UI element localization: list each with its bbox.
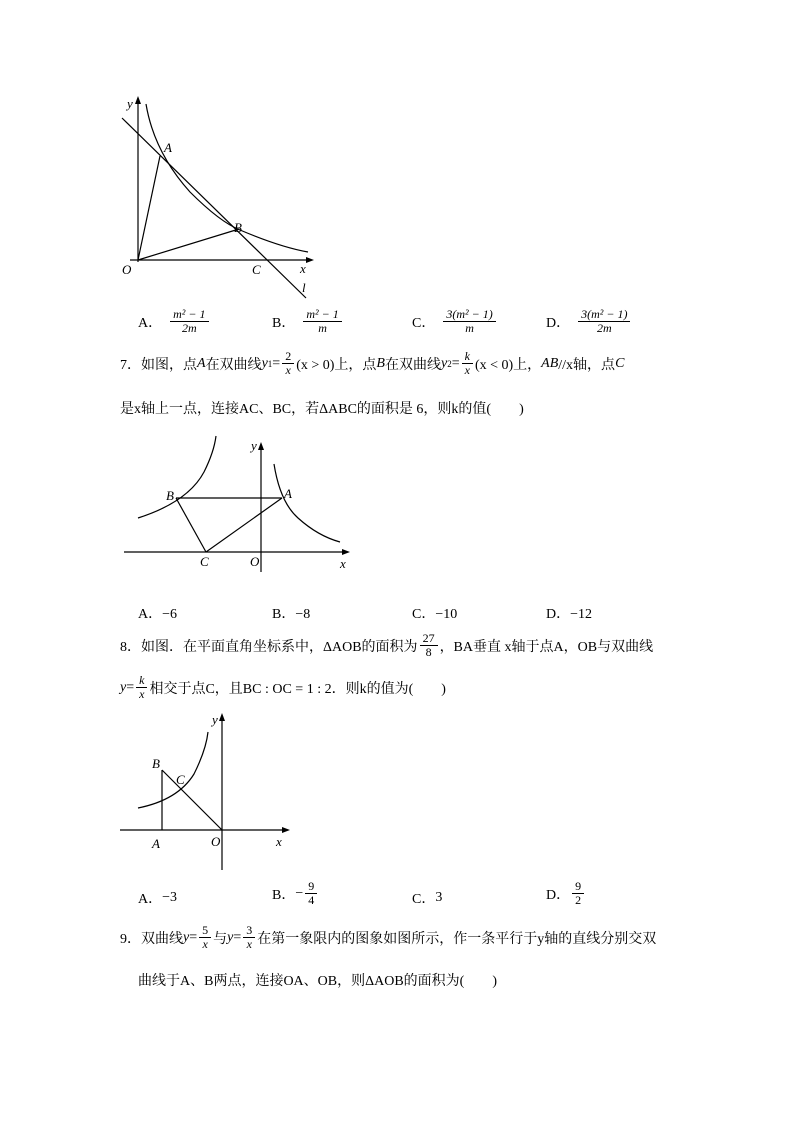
fraction: [282, 350, 294, 377]
fraction-numerator: 9: [572, 880, 584, 894]
fraction-denominator: 2: [575, 893, 582, 908]
segment-OB: [138, 229, 239, 260]
q7-stem-line2: 是x轴上一点，连接AC、BC，若ΔABC的面积是 6，则k的值( ): [120, 402, 524, 417]
fraction: [136, 674, 147, 701]
label-B: B: [234, 220, 242, 235]
option-label: C．: [412, 892, 436, 907]
segment-AC: [206, 498, 282, 552]
segment-OA: [138, 156, 160, 260]
q8-stem-line1: [120, 632, 653, 659]
q8-stem-line2: [120, 674, 446, 701]
fraction-numerator: 3: [243, 924, 255, 938]
point-A: A: [197, 355, 206, 371]
subscript: 1: [267, 358, 273, 369]
q8-option-d[interactable]: [546, 880, 586, 907]
fraction-denominator: x: [464, 363, 470, 378]
option-label: A．: [138, 315, 163, 331]
hyperbola-curve: [146, 104, 308, 252]
q9-stem-line2: 曲线于A、B两点，连接OA、OB，则ΔAOB的面积为( ): [138, 974, 498, 989]
label-B: B: [152, 756, 160, 771]
fraction-denominator: m: [318, 321, 327, 336]
fraction-denominator: m: [465, 321, 474, 336]
figure-q7: [118, 432, 358, 572]
fraction: [462, 350, 473, 377]
fraction: [199, 924, 211, 951]
label-O: O: [250, 554, 260, 569]
label-x: x: [300, 261, 306, 276]
text: 在双曲线: [384, 357, 441, 373]
label-y: y: [251, 438, 257, 453]
q8-option-c[interactable]: [412, 888, 442, 908]
hyperbola-right-branch: [274, 464, 340, 542]
var-y: y: [440, 355, 448, 371]
fraction-denominator: x: [139, 687, 145, 702]
var-y: y: [183, 929, 190, 945]
fraction-numerator: k: [136, 674, 147, 688]
q6-option-d[interactable]: [546, 308, 632, 335]
option-value: 3: [435, 890, 443, 905]
q8-option-b[interactable]: [272, 880, 319, 907]
q9-stem-line1: [120, 924, 656, 951]
label-A: A: [164, 140, 172, 155]
q8-option-a[interactable]: [138, 888, 177, 908]
label-y: y: [127, 96, 133, 111]
var-y: y: [261, 355, 268, 371]
text: 与: [213, 931, 228, 947]
x-axis-arrow: [342, 549, 350, 555]
fraction: [420, 632, 438, 659]
option-sign: −: [295, 885, 304, 901]
label-O: O: [211, 834, 221, 849]
q6-option-c[interactable]: [412, 308, 498, 335]
segment-AB: AB: [541, 355, 559, 371]
option-value: −3: [162, 890, 178, 905]
fraction: [305, 880, 317, 907]
fraction-numerator: m² − 1: [303, 308, 341, 322]
fraction-denominator: x: [202, 937, 208, 952]
text: 8．如图．在平面直角坐标系中，ΔAOB的面积为: [120, 639, 418, 655]
fraction: [443, 308, 495, 335]
label-C: C: [176, 772, 185, 787]
equals: =: [126, 679, 135, 695]
option-label: B．: [272, 315, 296, 331]
fraction-denominator: 2m: [596, 321, 612, 336]
text: 9．双曲线: [120, 931, 183, 947]
x-axis-arrow: [306, 257, 314, 263]
text: 7．如图，点: [120, 357, 197, 373]
fraction-numerator: 2: [282, 350, 294, 364]
q7-option-c[interactable]: C．−10: [412, 607, 458, 622]
text: 在双曲线: [205, 357, 262, 373]
label-l: l: [302, 280, 306, 295]
fraction-numerator: k: [462, 350, 473, 364]
fraction-denominator: 8: [425, 645, 432, 660]
label-B: B: [166, 488, 174, 503]
subscript: 2: [447, 358, 452, 369]
y-axis-arrow: [258, 442, 264, 450]
point-C: C: [615, 355, 625, 371]
q6-option-b[interactable]: [272, 308, 344, 335]
fraction-numerator: 3(m² − 1): [578, 308, 630, 322]
fraction-denominator: x: [285, 363, 291, 378]
label-C: C: [252, 262, 261, 277]
figure-q6: [110, 92, 330, 302]
text: (x > 0)上，点: [296, 357, 377, 373]
text: //x轴，点: [558, 357, 616, 373]
label-y: y: [212, 712, 218, 727]
hyperbola-curve: [138, 732, 208, 808]
hyperbola-left-branch: [138, 436, 216, 518]
text: 在第一象限内的图象如图所示，作一条平行于y轴的直线分别交双: [257, 931, 657, 947]
q7-stem-line1: [120, 350, 624, 377]
option-label: A．: [138, 892, 163, 907]
var-y: y: [227, 929, 234, 945]
option-label: D．: [546, 315, 571, 331]
text: (x < 0)上，: [474, 357, 542, 373]
fraction: [303, 308, 341, 335]
option-label: B．: [272, 887, 296, 903]
text: ，BA垂直 x轴于点A，OB与双曲线: [439, 639, 654, 655]
fraction: [578, 308, 630, 335]
equals: =: [189, 929, 198, 945]
x-axis-arrow: [282, 827, 290, 833]
option-label: C．: [412, 315, 436, 331]
q7-option-a[interactable]: A．−6: [138, 607, 178, 622]
y-axis-arrow: [219, 713, 225, 721]
q7-option-d[interactable]: D．−12: [546, 607, 593, 622]
label-O: O: [122, 262, 132, 277]
fraction: [243, 924, 255, 951]
equals: =: [233, 929, 242, 945]
fraction: [170, 308, 208, 335]
fraction-numerator: 27: [420, 632, 438, 646]
q6-option-a[interactable]: [138, 308, 211, 335]
fraction-numerator: 5: [199, 924, 211, 938]
point-B: B: [376, 355, 385, 371]
fraction: [572, 880, 584, 907]
label-C: C: [200, 554, 209, 569]
label-x: x: [340, 556, 346, 571]
label-A: A: [284, 486, 292, 501]
text: 相交于点C，且BC : OC = 1 : 2．则k的值为( ): [149, 681, 446, 697]
q7-option-b[interactable]: B．−8: [272, 607, 311, 622]
fraction-denominator: 4: [308, 893, 315, 908]
option-label: D．: [546, 887, 571, 903]
equals: =: [272, 355, 281, 371]
label-A: A: [152, 836, 160, 851]
fraction-denominator: x: [246, 937, 252, 952]
fraction-numerator: m² − 1: [170, 308, 208, 322]
equals: =: [451, 355, 460, 371]
segment-BC: [176, 498, 206, 552]
var-y: y: [120, 679, 127, 695]
y-axis-arrow: [135, 96, 141, 104]
figure-q8: [118, 710, 298, 872]
label-x: x: [276, 834, 282, 849]
fraction-numerator: 3(m² − 1): [443, 308, 495, 322]
fraction-numerator: 9: [305, 880, 317, 894]
fraction-denominator: 2m: [181, 321, 197, 336]
segment-OB: [162, 770, 222, 830]
